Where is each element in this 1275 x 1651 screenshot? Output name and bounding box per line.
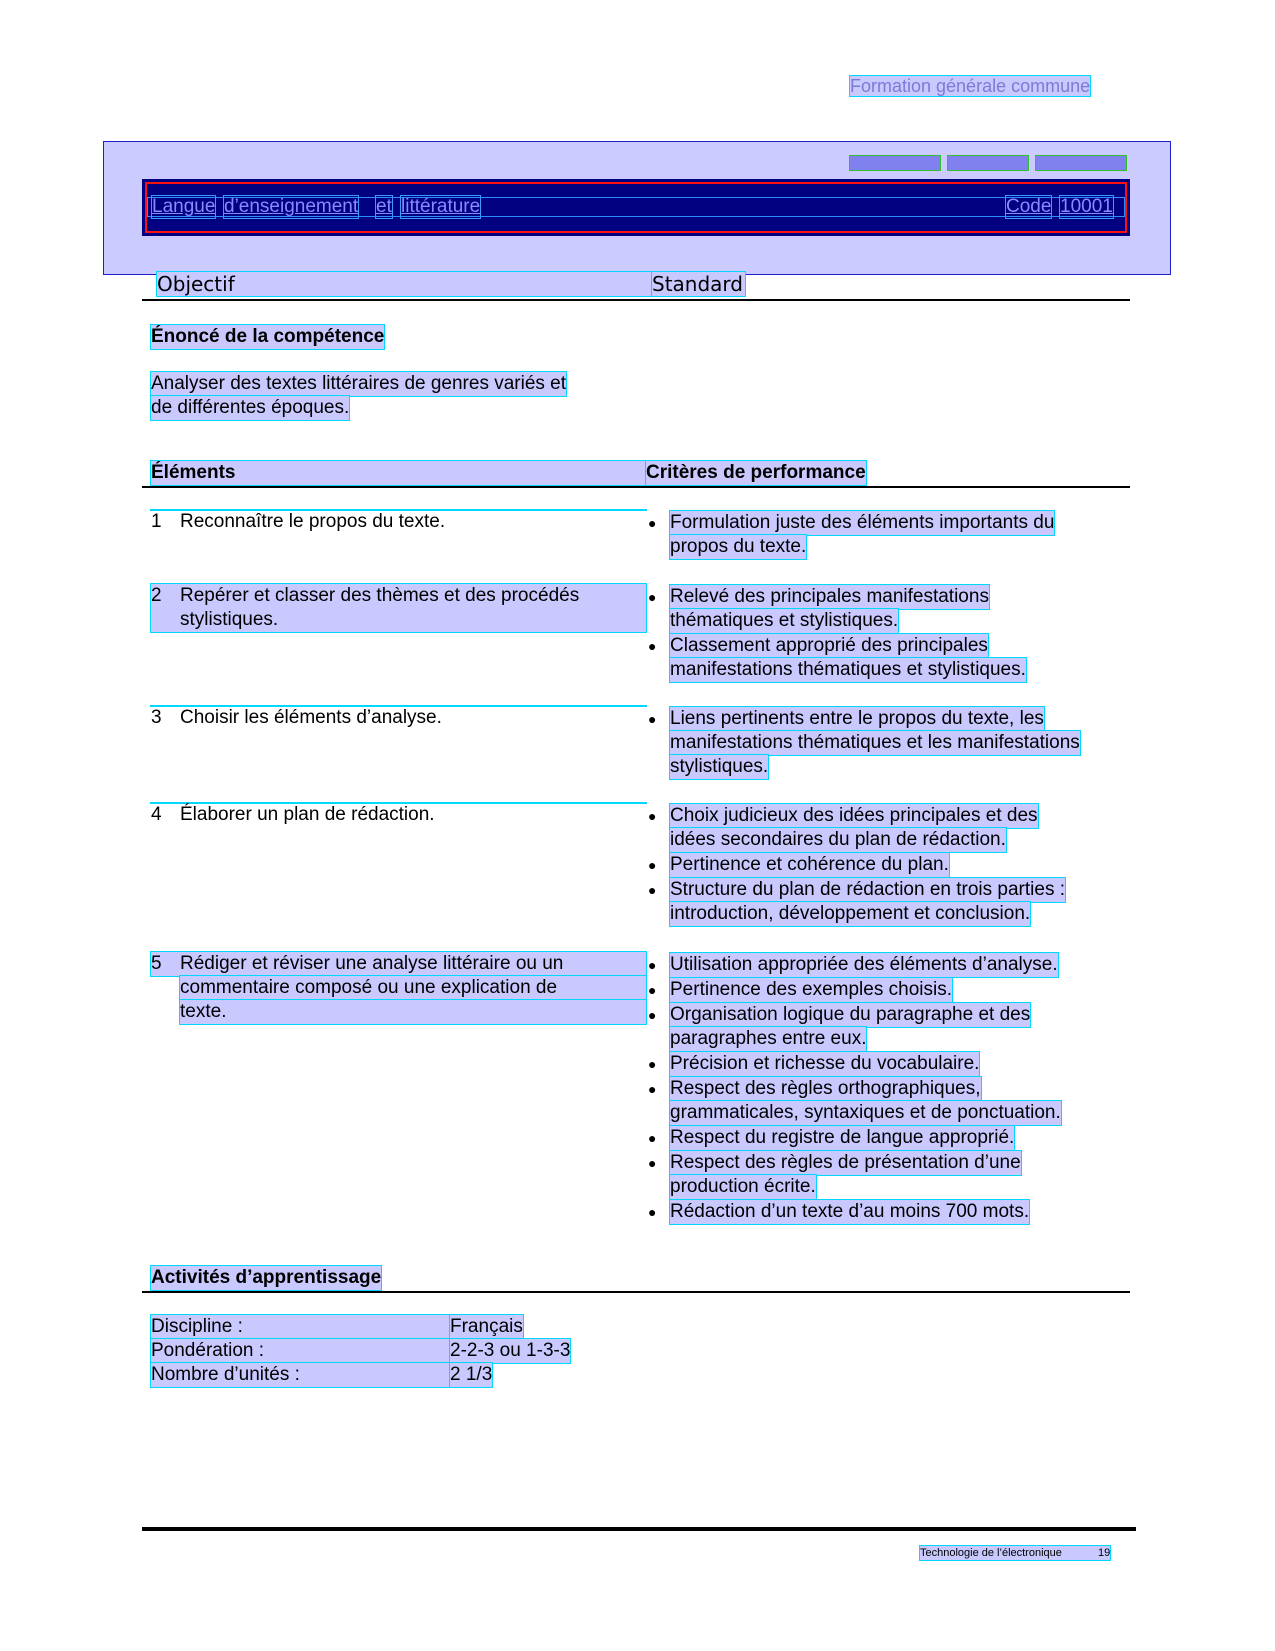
element-row-5 xyxy=(151,952,646,976)
element-text: Choisir les éléments d’analyse. xyxy=(180,707,442,728)
element-text: Repérer et classer des thèmes et des procédés xyxy=(180,585,580,606)
header-tab-3 xyxy=(1036,156,1126,170)
divider-rule xyxy=(142,486,1130,488)
competence-line: de différentes époques. xyxy=(151,397,350,418)
course-title-bar xyxy=(142,179,1130,236)
criterion-line: stylistiques. xyxy=(670,756,769,777)
criterion-line: thématiques et stylistiques. xyxy=(670,610,899,631)
title-word-3: et xyxy=(376,196,392,217)
objective-label: Objectif xyxy=(157,272,652,296)
elements-header: Éléments xyxy=(151,461,646,485)
criterion-line: production écrite. xyxy=(670,1176,816,1197)
element-text: commentaire composé ou une explication de xyxy=(180,976,646,1000)
activity-label: Discipline : xyxy=(151,1315,450,1339)
criterion-line: Structure du plan de rédaction en trois parties : xyxy=(670,879,1066,900)
bullet-icon: ● xyxy=(648,882,657,898)
element-number: 5 xyxy=(151,953,162,974)
header-tab-1 xyxy=(850,156,940,170)
element-number: 4 xyxy=(151,804,162,825)
criterion-line: Pertinence des exemples choisis. xyxy=(670,979,952,1000)
bullet-icon: ● xyxy=(648,589,657,605)
element-text: stylistiques. xyxy=(180,609,279,630)
activity-value: 2-2-3 ou 1-3-3 xyxy=(450,1340,571,1361)
element-number: 2 xyxy=(151,585,162,606)
header-tab-2 xyxy=(948,156,1028,170)
activity-label: Pondération : xyxy=(151,1339,450,1363)
footer-program: Technologie de l’électronique xyxy=(920,1547,1062,1559)
criterion-line: Formulation juste des éléments importants du xyxy=(670,512,1055,533)
title-word-4: littérature xyxy=(401,196,481,217)
criterion-line: grammaticales, syntaxiques et de ponctuation. xyxy=(670,1102,1061,1123)
criterion-line: idées secondaires du plan de rédaction. xyxy=(670,829,1006,850)
bullet-icon: ● xyxy=(648,857,657,873)
divider-rule xyxy=(142,299,1130,301)
criterion-line: propos du texte. xyxy=(670,536,807,557)
criterion-line: Utilisation appropriée des éléments d’analyse. xyxy=(670,954,1058,975)
element-number: 1 xyxy=(151,511,162,532)
activities-heading: Activités d’apprentissage xyxy=(151,1267,382,1288)
criterion-line: Organisation logique du paragraphe et des xyxy=(670,1004,1031,1025)
bullet-icon: ● xyxy=(648,1155,657,1171)
criterion-line: Respect du registre de langue approprié. xyxy=(670,1127,1015,1148)
criterion-line: Liens pertinents entre le propos du texte, les xyxy=(670,708,1044,729)
bullet-icon: ● xyxy=(648,1130,657,1146)
footer-page-number: 19 xyxy=(1098,1547,1111,1559)
bullet-icon: ● xyxy=(648,1056,657,1072)
element-row-2 xyxy=(151,584,646,632)
element-text: Reconnaître le propos du texte. xyxy=(180,511,446,532)
activity-value: Français xyxy=(450,1316,523,1337)
criterion-line: Respect des règles de présentation d’une xyxy=(670,1152,1021,1173)
activity-label: Nombre d’unités : xyxy=(151,1363,450,1387)
title-word-1: Langue xyxy=(152,196,216,217)
competence-heading: Énoncé de la compétence xyxy=(151,326,385,347)
criteria-header: Critères de performance xyxy=(646,462,866,483)
criterion-line: Respect des règles orthographiques, xyxy=(670,1078,981,1099)
element-number: 3 xyxy=(151,707,162,728)
criterion-line: paragraphes entre eux. xyxy=(670,1028,867,1049)
criterion-line: Relevé des principales manifestations xyxy=(670,586,989,607)
criterion-line: manifestations thématiques et les manifestations xyxy=(670,732,1080,753)
criterion-line: manifestations thématiques et stylistiques. xyxy=(670,659,1026,680)
activity-value: 2 1/3 xyxy=(450,1364,493,1385)
criterion-line: Pertinence et cohérence du plan. xyxy=(670,854,949,875)
criterion-line: Rédaction d’un texte d’au moins 700 mots. xyxy=(670,1201,1030,1222)
element-text: Rédiger et réviser une analyse littéraire ou un xyxy=(180,953,564,974)
element-text: texte. xyxy=(180,1000,646,1024)
criterion-line: Choix judicieux des idées principales et des xyxy=(670,805,1038,826)
title-word-2: d’enseignement xyxy=(224,196,359,217)
bullet-icon: ● xyxy=(648,957,657,973)
bullet-icon: ● xyxy=(648,1081,657,1097)
bullet-icon: ● xyxy=(648,638,657,654)
bullet-icon: ● xyxy=(648,982,657,998)
program-section-label: Formation générale commune xyxy=(850,76,1091,96)
bullet-icon: ● xyxy=(648,1007,657,1023)
bullet-icon: ● xyxy=(648,711,657,727)
standard-label: Standard xyxy=(652,272,743,296)
code-value: 10001 xyxy=(1060,196,1113,217)
bullet-icon: ● xyxy=(648,1204,657,1220)
page-footer xyxy=(920,1546,1110,1560)
competence-line: Analyser des textes littéraires de genres variés et xyxy=(151,373,567,394)
element-text: Élaborer un plan de rédaction. xyxy=(180,804,435,825)
bullet-icon: ● xyxy=(648,515,657,531)
footer-rule xyxy=(142,1527,1136,1531)
criterion-line: Précision et richesse du vocabulaire. xyxy=(670,1053,980,1074)
code-label: Code xyxy=(1006,196,1052,217)
divider-rule xyxy=(142,1291,1130,1293)
criterion-line: introduction, développement et conclusion. xyxy=(670,903,1031,924)
bullet-icon: ● xyxy=(648,808,657,824)
criterion-line: Classement approprié des principales xyxy=(670,635,988,656)
